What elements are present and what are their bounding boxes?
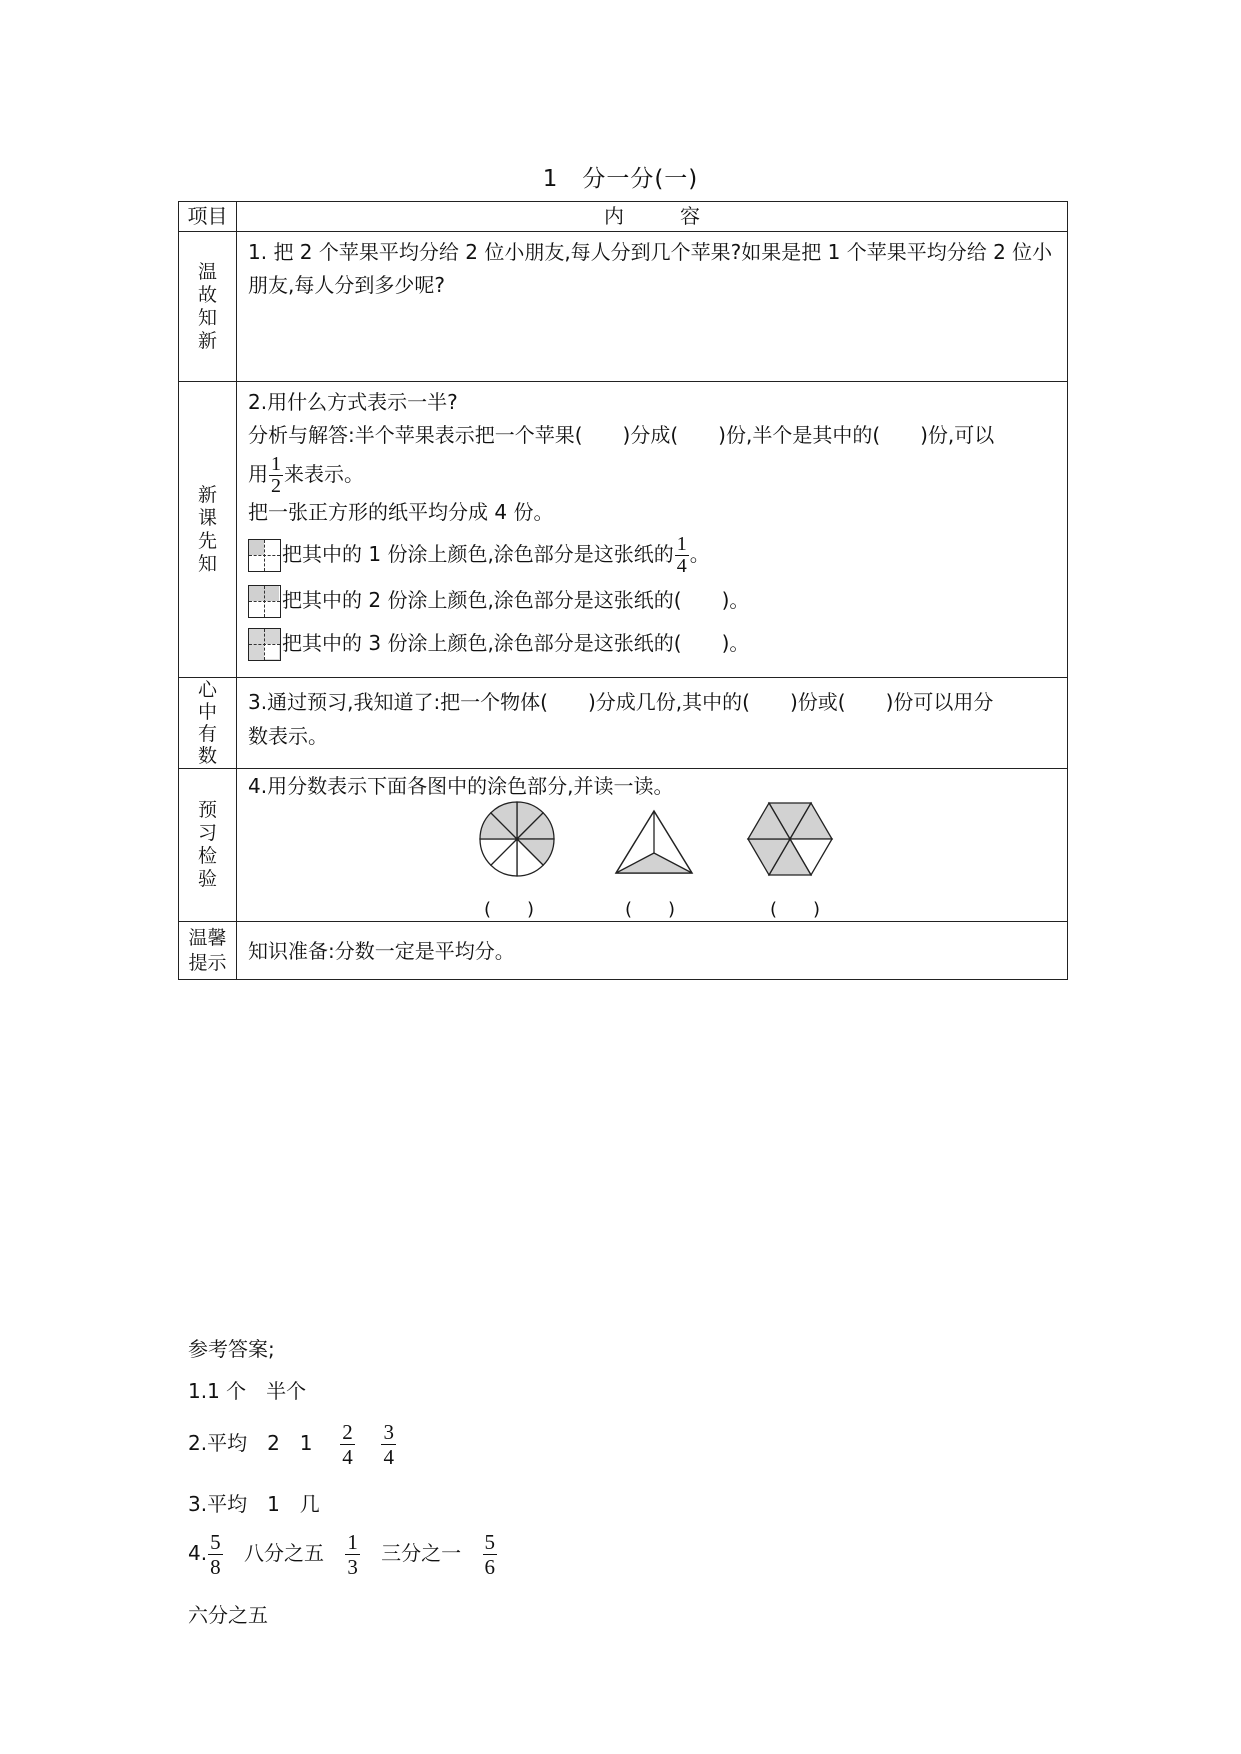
half-line: 用 $\frac{1}{2}$ 来表示。 xyxy=(248,453,364,497)
page-title: 1 分一分(一) xyxy=(542,166,699,192)
answer-4-fraction-2: $\frac{1}{3}$ xyxy=(347,1530,358,1579)
answer-3: 3.平均 1 几 xyxy=(188,1492,320,1516)
section-label-mind: 心 中 有 数 xyxy=(179,678,237,769)
unshaded-quarter xyxy=(264,644,279,659)
worksheet-table xyxy=(178,201,1068,980)
section-label-check: 预 习 检 验 xyxy=(179,769,237,922)
square-two-quarters-icon xyxy=(248,585,281,618)
answer-4-fraction-1: $\frac{5}{8}$ xyxy=(210,1530,221,1579)
fraction-one-quarter: $\frac{1}{4}$ xyxy=(676,533,687,577)
review-question: 1. 把 2 个苹果平均分给 2 位小朋友,每人分到几个苹果?如果是把 1 个苹果平均分给 2 位小朋友,每人分到多少呢? xyxy=(248,240,1053,297)
mind-content xyxy=(237,678,1068,769)
tip-content xyxy=(237,922,1068,980)
answer-2: 2.平均 2 1 $\frac{2}{4}$ $\frac{3}{4}$ xyxy=(188,1420,394,1469)
header-content: 内 容 xyxy=(237,202,1068,232)
section-label-tip: 温馨 提示 xyxy=(179,922,237,980)
review-content xyxy=(237,232,1068,382)
answer-blank-circle: ( ) xyxy=(484,899,535,920)
check-question: 4.用分数表示下面各图中的涂色部分,并读一读。 xyxy=(248,774,674,798)
answer-2-fraction-2: $\frac{3}{4}$ xyxy=(383,1420,394,1469)
preview-content xyxy=(237,382,1068,678)
hexagon-sixths-figure xyxy=(745,799,835,879)
fraction-one-half: $\frac{1}{2}$ xyxy=(271,453,281,497)
mind-line-1: 3.通过预习,我知道了:把一个物体( )分成几份,其中的( )份或( )份可以用分 xyxy=(248,690,994,714)
shaded-quarter xyxy=(264,586,279,601)
square-three-quarters-icon xyxy=(248,628,281,661)
tip-text: 知识准备:分数一定是平均分。 xyxy=(248,938,515,963)
answer-2-fraction-1: $\frac{2}{4}$ xyxy=(342,1420,353,1469)
shaded-quarter xyxy=(249,540,264,555)
square-quarter-icon xyxy=(248,539,281,572)
analysis-line: 分析与解答:半个苹果表示把一个苹果( )分成( )份,半个是其中的( )份,可以 xyxy=(248,423,995,447)
mind-line-2: 数表示。 xyxy=(248,724,328,748)
header-item: 项目 xyxy=(179,202,237,232)
answer-heading: 参考答案; xyxy=(188,1337,275,1361)
answer-blank-triangle: ( ) xyxy=(625,899,676,920)
section-label-review: 温 故 知 新 xyxy=(179,232,237,382)
answer-1: 1.1 个 半个 xyxy=(188,1379,307,1403)
triangle-thirds-figure xyxy=(612,807,696,877)
preview-question: 2.用什么方式表示一半? xyxy=(248,390,458,414)
answer-4: 4. $\frac{5}{8}$ 八分之五 $\frac{1}{3}$ 三分之一 $\frac{5}{6}$ xyxy=(188,1530,496,1579)
shade-three-line: 把其中的 3 份涂上颜色,涂色部分是这张纸的( )。 xyxy=(248,622,1055,665)
section-label-preview: 新 课 先 知 xyxy=(179,382,237,678)
shade-two-line: 把其中的 2 份涂上颜色,涂色部分是这张纸的( )。 xyxy=(248,579,1055,622)
answer-4-fraction-3: $\frac{5}{6}$ xyxy=(484,1530,496,1579)
shaded-quarter xyxy=(249,586,264,601)
shade-one-line: 把其中的 1 份涂上颜色,涂色部分是这张纸的 $\frac{1}{4}$ 。 xyxy=(248,529,1055,579)
check-content xyxy=(237,769,1068,922)
fold-line: 把一张正方形的纸平均分成 4 份。 xyxy=(248,500,554,524)
answer-blank-hexagon: ( ) xyxy=(770,899,821,920)
circle-eighths-figure xyxy=(477,799,557,879)
answer-4-continued: 六分之五 xyxy=(188,1603,268,1627)
shape-figures xyxy=(248,801,1055,920)
